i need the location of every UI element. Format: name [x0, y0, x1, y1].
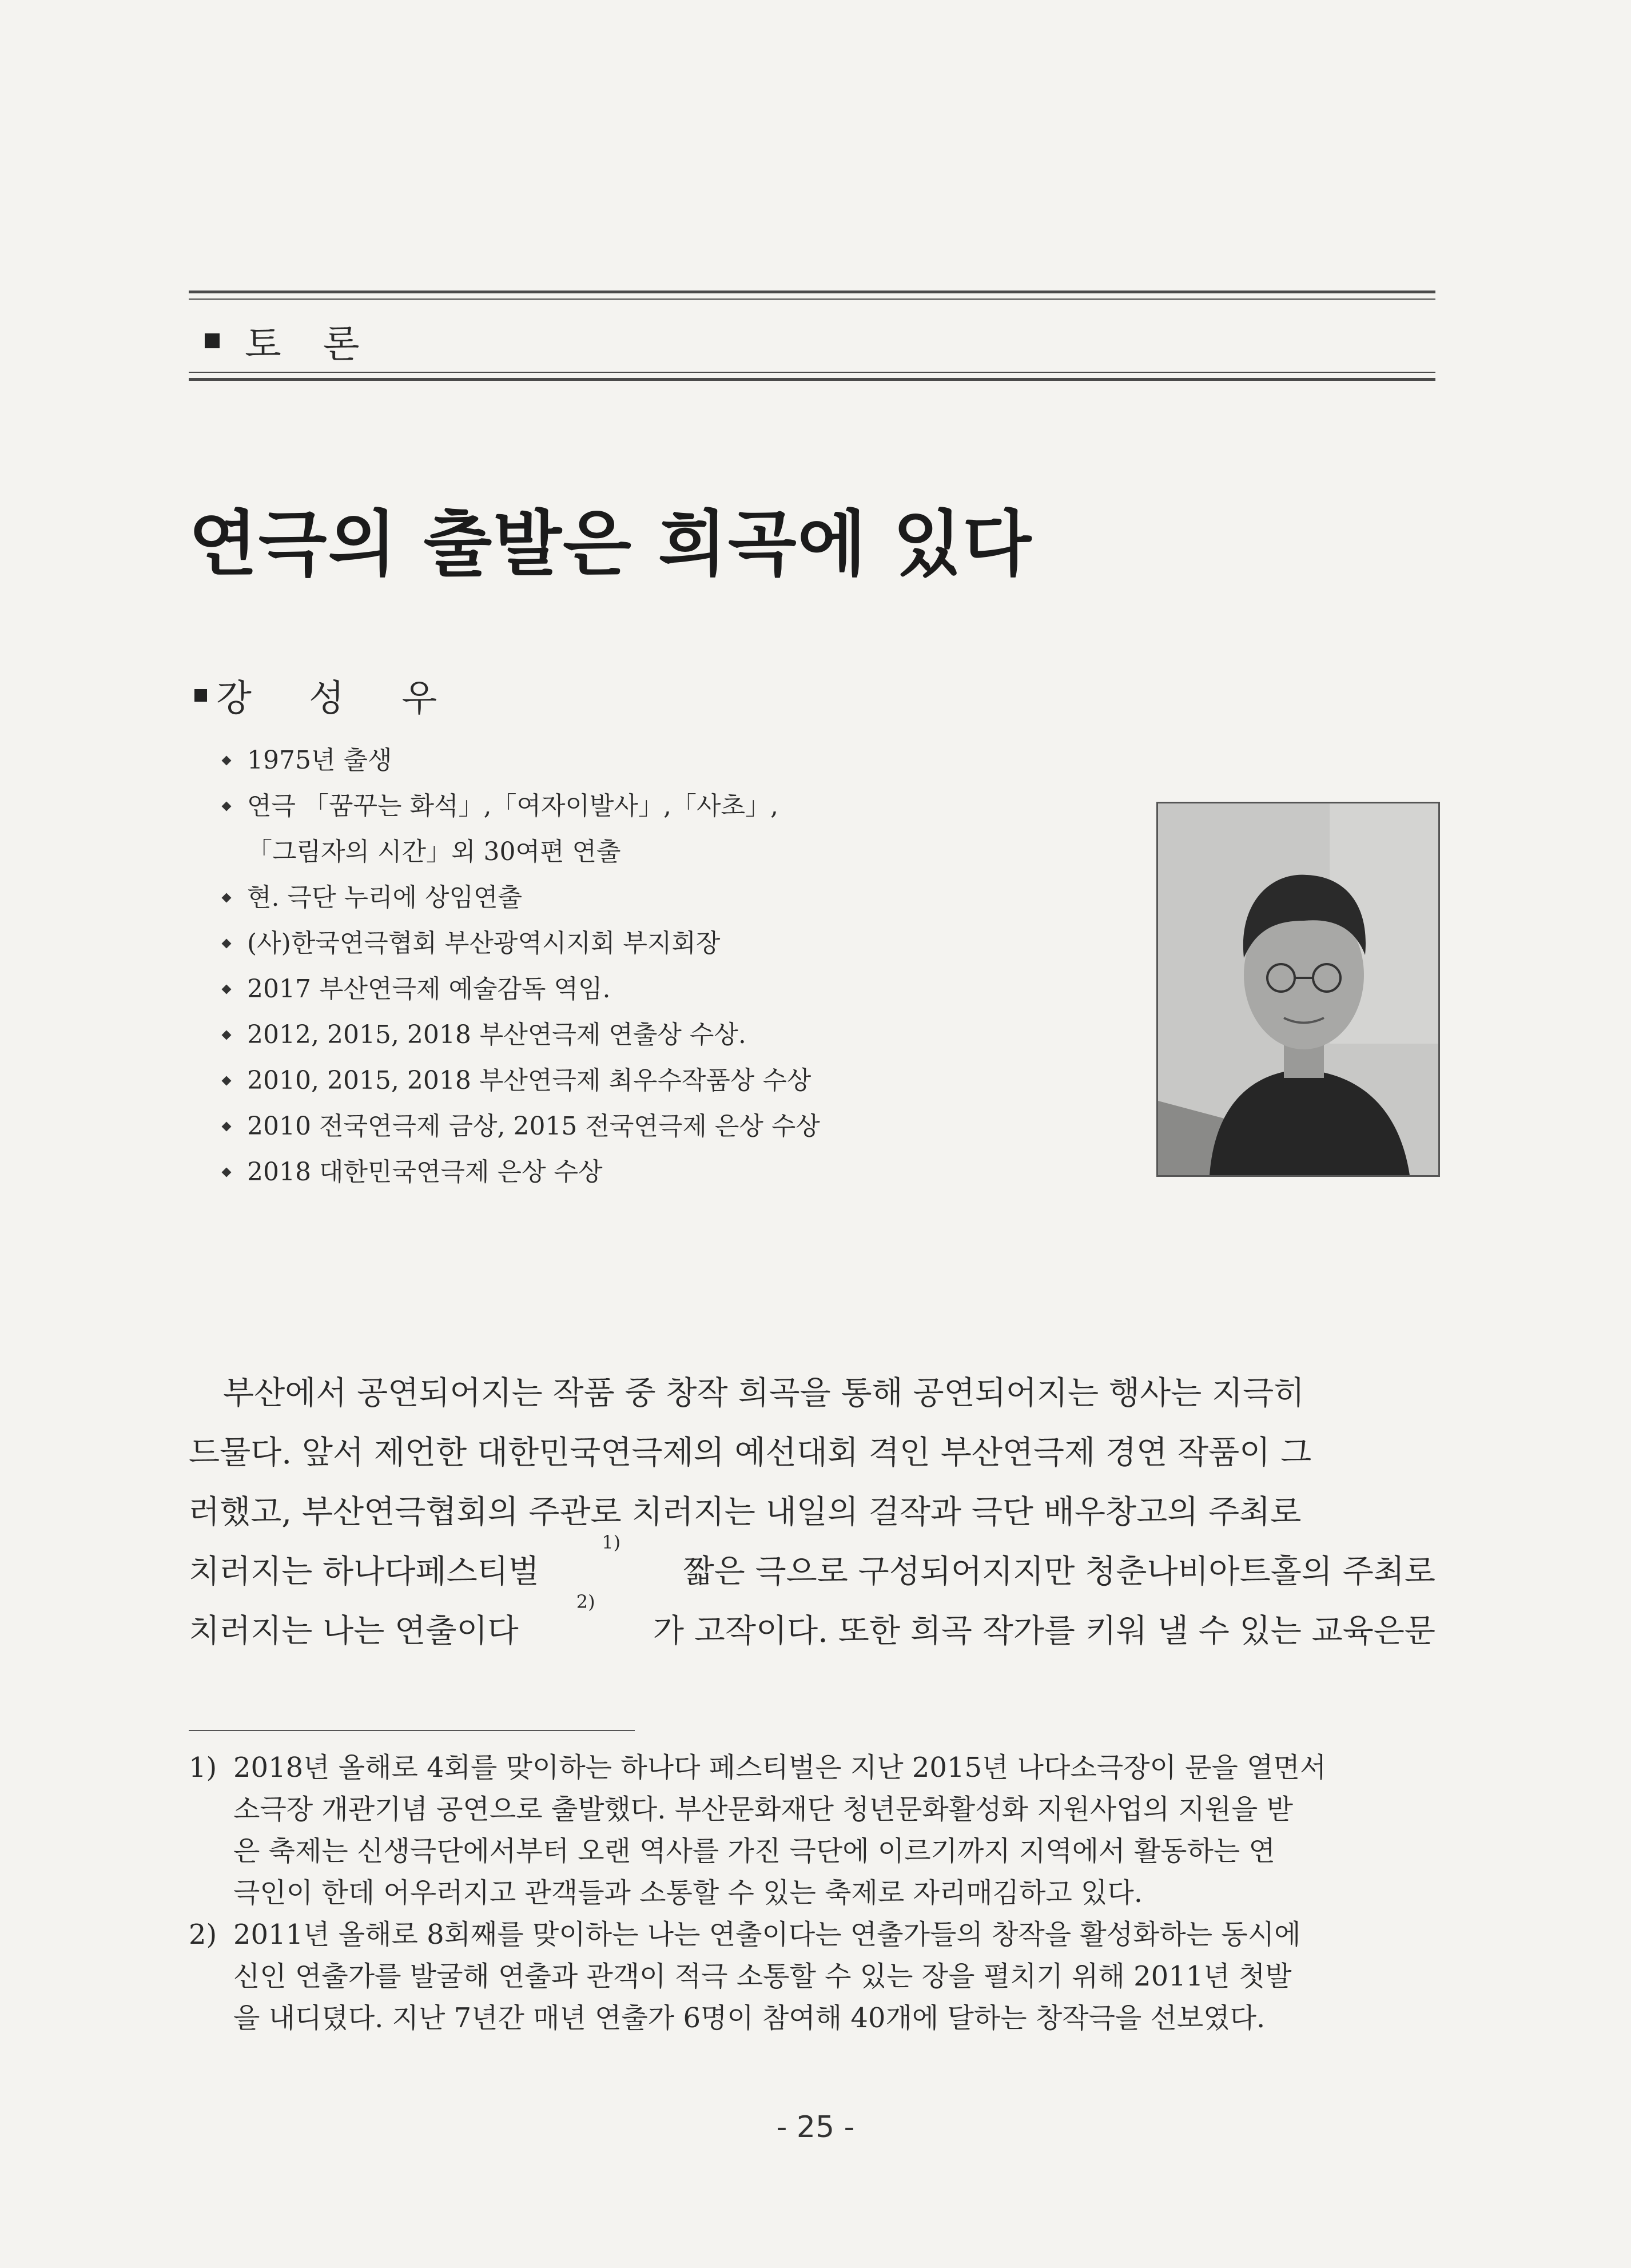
diamond-bullet-icon [222, 939, 232, 949]
square-bullet-icon [194, 689, 207, 702]
diamond-bullet-icon [222, 756, 232, 766]
diamond-bullet-icon [222, 802, 232, 811]
header-rule-bottom-thin [189, 372, 1435, 373]
footnotes [189, 1747, 1435, 2039]
diamond-bullet-icon [222, 1076, 232, 1086]
body-line: 치러지는 나는 연출이다 2) 가 고작이다. 또한 희곡 작가를 키워 낼 수 있는 교육은문 [189, 1602, 1435, 1661]
body-line: 부산에서 공연되어지는 작품 중 창작 희곡을 통해 공연되어지는 행사는 지극히 [223, 1375, 1305, 1412]
body-text [189, 1364, 1435, 1661]
bio-item: 현. 극단 누리에 상임연출 [223, 875, 820, 921]
diamond-bullet-icon [222, 893, 232, 903]
bio-item: 2017 부산연극제 예술감독 역임. [223, 966, 820, 1012]
footnote [189, 1747, 1435, 1914]
diamond-bullet-icon [222, 1030, 232, 1040]
bio-item: 2018 대한민국연극제 은상 수상 [223, 1149, 820, 1195]
body-line: 드물다. 앞서 제언한 대한민국연극제의 예선대회 격인 부산연극제 경연 작품이 그 [189, 1434, 1312, 1471]
bio-item: 2012, 2015, 2018 부산연극제 연출상 수상. [223, 1012, 820, 1058]
footnote-ref[interactable]: 1) [602, 1531, 621, 1553]
article-title: 연극의 출발은 희곡에 있다 [189, 503, 1033, 586]
page-number: - 25 - [776, 2110, 855, 2144]
footnote-line: 을 내디뎠다. 지난 7년간 매년 연출가 6명이 참여해 40개에 달하는 창작극을 선보였다. [233, 2002, 1266, 2034]
footnote-ref[interactable]: 2) [576, 1591, 595, 1613]
bio-item: 2010, 2015, 2018 부산연극제 최우수작품상 수상 [223, 1058, 820, 1104]
bio-item: 2010 전국연극제 금상, 2015 전국연극제 은상 수상 [223, 1104, 820, 1149]
footnote-number: 2) [189, 1919, 217, 1951]
author-portrait-icon [1158, 803, 1438, 1175]
diamond-bullet-icon [222, 985, 232, 994]
square-bullet-icon [205, 333, 220, 348]
header-rule-top-thin [189, 299, 1435, 300]
author-photo [1156, 802, 1440, 1177]
footnote-line: 2011년 올해로 8회째를 맞이하는 나는 연출이다는 연출가들의 창작을 활성화하는 동시에 [233, 1919, 1301, 1951]
bio-item: 1975년 출생 [223, 738, 820, 783]
author-name-block [194, 669, 460, 722]
body-line: 치러지는 하나다페스티벌 1) 짧은 극으로 구성되어지지만 청춘나비아트홀의 주최로 [189, 1542, 1435, 1602]
author-name: 강 성 우 [216, 678, 460, 720]
section-label: 토 론 [245, 322, 375, 366]
body-line: 러했고, 부산연극협회의 주관로 치러지는 내일의 걸작과 극단 배우창고의 주최로 [189, 1494, 1302, 1531]
footnote-line: 극인이 한데 어우러지고 관객들과 소통할 수 있는 축제로 자리매김하고 있다. [233, 1877, 1143, 1909]
header-rule-top [189, 291, 1435, 293]
diamond-bullet-icon [222, 1168, 232, 1177]
header-rule-bottom [189, 378, 1435, 381]
diamond-bullet-icon [222, 1122, 232, 1132]
footnote-line: 은 축제는 신생극단에서부터 오랜 역사를 가진 극단에 이르기까지 지역에서 활동하는 연 [233, 1835, 1275, 1867]
bio-item: (사)한국연극협회 부산광역시지회 부지회장 [223, 921, 820, 966]
author-bio [223, 738, 820, 1195]
bio-item: 연극 「꿈꾸는 화석」,「여자이발사」,「사초」, [223, 783, 820, 829]
footnote-line: 2018년 올해로 4회를 맞이하는 하나다 페스티벌은 지난 2015년 나다소극장이 문을 열면서 [233, 1752, 1327, 1784]
section-header [205, 313, 375, 368]
footnote-line: 소극장 개관기념 공연으로 출발했다. 부산문화재단 청년문화활성화 지원사업의 지원을 받 [233, 1793, 1293, 1825]
footnote-number: 1) [189, 1752, 217, 1784]
footnote [189, 1914, 1435, 2039]
footnote-divider [189, 1730, 635, 1731]
footnote-line: 신인 연출가를 발굴해 연출과 관객이 적극 소통할 수 있는 장을 펼치기 위해 2011년 첫발 [233, 1960, 1292, 1992]
bio-item-continuation: 「그림자의 시간」외 30여편 연출 [247, 837, 621, 866]
